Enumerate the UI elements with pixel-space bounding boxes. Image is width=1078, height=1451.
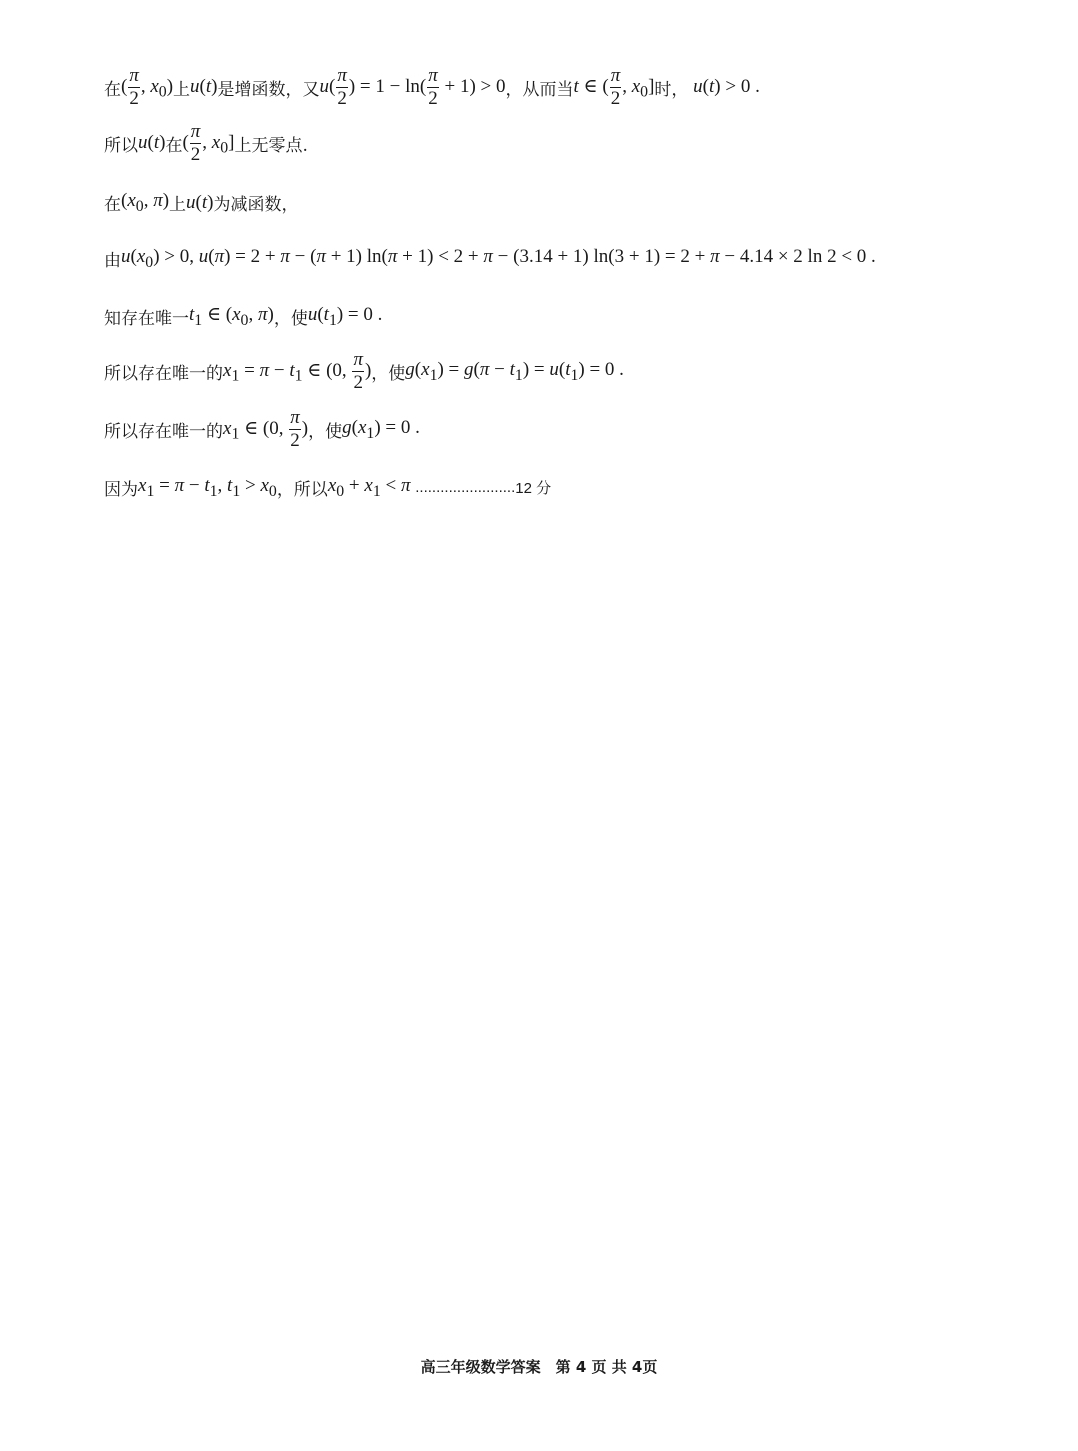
math-expression: $g(x_1) = 0$ . [342,416,420,442]
math-expression: t ∈ ( $\frac{\pi}{2}$ , $x_0$] [573,65,655,109]
solution-line-5 [104,303,382,330]
text-segment: ，使 [308,421,343,442]
text-segment: ，从而当 [505,79,574,100]
text-segment: 在 [104,195,121,216]
solution-line-1 [104,66,760,109]
math-expression: u(t) [186,191,214,213]
text-segment: 上 [173,79,191,100]
text-segment: 是增函数，又 [217,79,320,100]
text-segment: ，使 [371,363,406,384]
math-expression: ( $\frac{\pi}{2}$ , $x_0$] [182,121,235,165]
text-segment: 所以 [104,135,138,156]
math-expression: u(t) > 0 . [693,76,760,98]
math-expression: $x_1 = \pi - t_1$, $t_1 > x_0$ [138,475,277,500]
math-expression: $g(x_1) = g(\pi - t_1) = u(t_1) = 0$ . [405,358,624,384]
leader-dots: ........................ [415,479,516,497]
score-label: 12 分 [515,480,552,498]
math-expression: $u(x_0) > 0$, u(π) = 2 + π − (π + 1) ln(π + 1) < 2 + π − (3.14 + 1) ln(3 + 1) = 2 + π − 4.14 × 2 ln 2 < 0 . [121,246,876,271]
text-segment: 因为 [104,480,138,501]
text-segment: 上 [169,195,187,216]
solution-line-8 [104,475,551,501]
text-segment: 所以存在唯一的 [104,363,223,384]
math-expression: u(t) [138,132,166,154]
text-segment: ，使 [273,308,308,329]
math-expression: ( $\frac{\pi}{2}$ , $x_0$) [121,65,174,109]
text-segment: 为减函数， [213,195,299,216]
math-expression: ($x_0$, π) [121,190,170,215]
solution-line-6 [104,350,624,393]
page-footer: 高三年级数学答案 第 4 页 共 4页 [420,1358,658,1376]
text-segment: 所以存在唯一的 [104,421,223,442]
solution-line-2 [104,122,308,165]
math-expression: $x_0 + x_1 < \pi$ [327,475,411,500]
math-expression: u(t) [190,76,218,98]
math-expression: $t_1$ ∈ ($x_0$, π) [189,304,274,329]
math-expression: u( $\frac{\pi}{2}$ ) = 1 − ln( $\frac{\pi}{2}$ + 1) > 0 [319,65,506,109]
solution-line-3 [104,190,298,216]
math-expression: $u(t_1) = 0$ . [307,303,383,329]
text-segment: 在 [165,135,183,156]
text-segment: 时， [654,79,689,100]
text-segment: 上无零点. [234,135,308,156]
text-segment: 在 [104,79,121,100]
solution-line-7 [104,408,420,451]
math-expression: $x_1$ ∈ (0, $\frac{\pi}{2}$ ) [223,407,309,451]
math-expression: $x_1 = \pi - t_1$ ∈ (0, $\frac{\pi}{2}$ ) [223,349,372,393]
solution-line-4 [104,246,876,272]
text-segment: 知存在唯一 [104,308,189,329]
text-segment: ，所以 [276,480,328,501]
text-segment: 由 [104,251,121,272]
